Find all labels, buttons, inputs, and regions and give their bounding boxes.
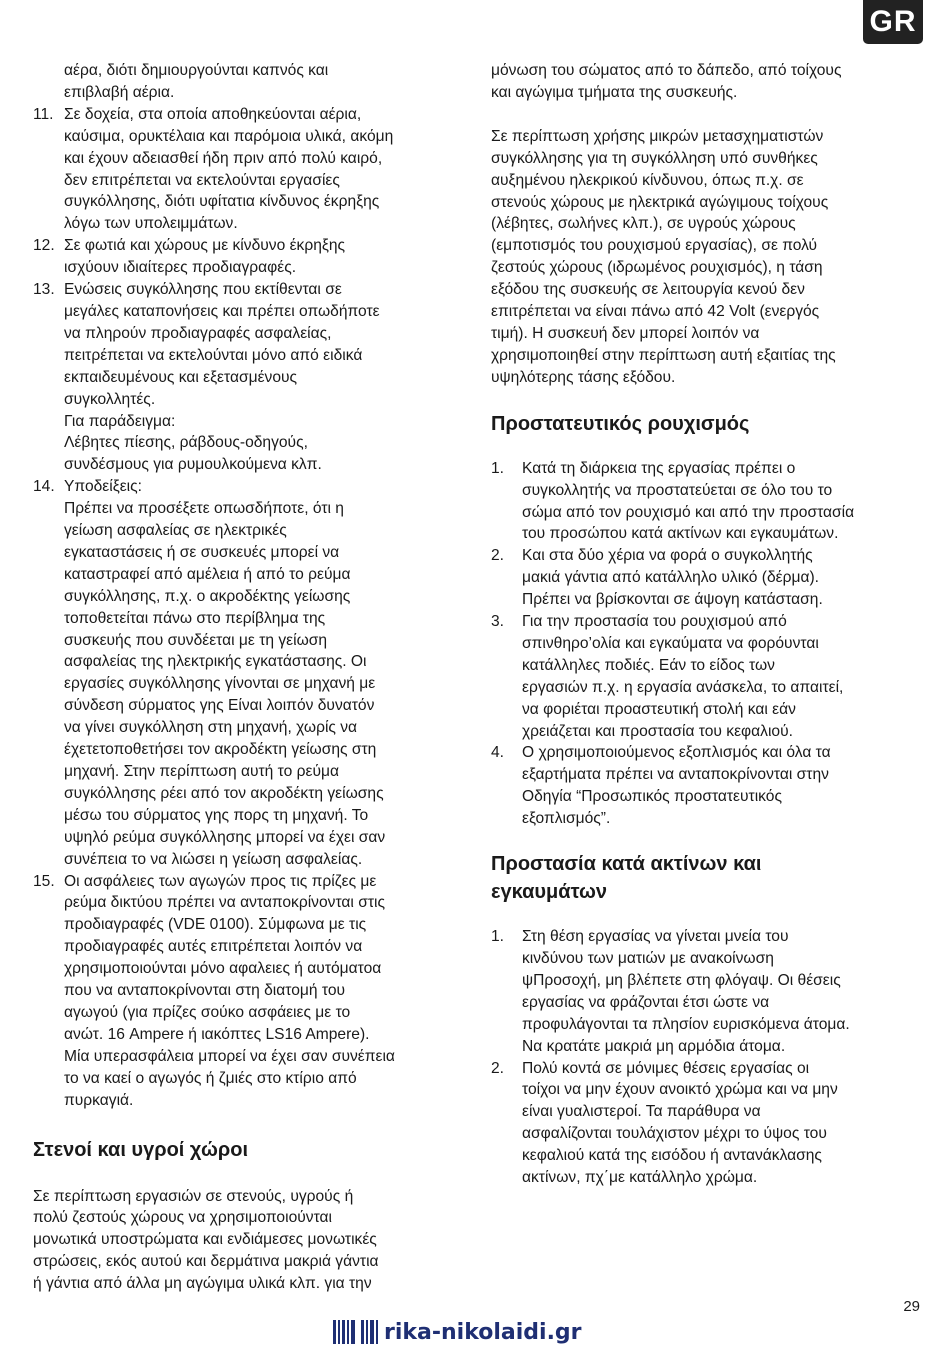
text-line: ανώτ. 16 Ampere ή ιακόπτες LS16 Ampere). xyxy=(64,1025,370,1043)
page-number: 29 xyxy=(903,1298,920,1315)
text-line: εργασιών π.χ. η εργασία ανάσκελα, το απαιτεί, xyxy=(522,678,844,696)
list-number: 1. xyxy=(491,459,505,477)
text-line: εξοπλισμός”. xyxy=(522,810,611,828)
heading-line: Προστασία κατά ακτίνων και xyxy=(491,853,762,876)
text-line: προφυλάγονται τα πλησίον ευρισκόμενα άτομα. xyxy=(522,1015,850,1033)
numbered-list xyxy=(491,926,919,1189)
list-number: 2. xyxy=(491,1059,505,1077)
heading-line: εγκαυμάτων xyxy=(491,881,607,904)
text-line: Για την προστασία του ρουχισμού από xyxy=(522,613,787,631)
text-line: κατάλληλες ποδιές. Εάν το είδος των xyxy=(522,656,775,674)
text-line: έχετετοποθετήσει τον ακροδέκτη γείωσης στη xyxy=(64,741,377,759)
list-item xyxy=(491,611,919,742)
list-item xyxy=(491,458,919,546)
text-line: συγκόλλησης, π.χ. ο ακροδέκτης γείωσης xyxy=(64,587,351,605)
text-line: ασφαλείας της ηλεκτρικής εγκατάστασης. Οι xyxy=(64,653,367,671)
text-line: συνέπεια το να λιώσει η γείωση ασφαλείας. xyxy=(64,850,363,868)
text-line: Πολύ κοντά σε μόνιμες θέσεις εργασίας οι xyxy=(522,1059,810,1077)
list-item xyxy=(491,742,919,830)
text-line: ή γάντια από άλλα μη αγώγιμα υλικά κλπ. για την xyxy=(33,1275,372,1293)
text-line: υψηλότερης τάσης εξόδου. xyxy=(491,368,676,386)
text-line: Και στα δύο χέρια να φορά ο συγκολλητής xyxy=(522,547,813,565)
text-line: ακτίνων, πχ΄με κατάλληλο χρώμα. xyxy=(522,1169,758,1187)
list-item xyxy=(33,279,463,476)
left-column xyxy=(33,60,463,1295)
text-line: συγκολλητές. xyxy=(64,390,156,408)
text-line: πολύ ζεστούς χώρους να χρησιμοποιούνται xyxy=(33,1209,332,1227)
intro-text xyxy=(33,60,463,104)
text-line: να φοριέται προαστευτική στολή και εάν xyxy=(522,700,796,718)
text-line: επιβλαβή αέρια. xyxy=(64,83,175,101)
text-line: σύνδεση σύρματος γης Είναι λοιπόν δυνατόν xyxy=(64,697,375,715)
text-line: κεφαλιού κατά της εισόδου ή αντανάκλασης xyxy=(522,1147,822,1165)
text-line: ρεύμα δικτύου πρέπει να ανταποκρίνονται στις xyxy=(64,894,385,912)
section-heading: Προστατευτικός ρουχισμός xyxy=(491,412,750,435)
list-number: 2. xyxy=(491,547,505,565)
text-line: συγκόλλησης για τη συγκόλληση υπό συνθήκες xyxy=(491,149,818,167)
text-line: Στη θέση εργασίας να γίνεται μνεία του xyxy=(522,928,789,946)
text-line: μακιά γάντια από κατάλληλο υλικό (δέρμα). xyxy=(522,569,819,587)
paragraph xyxy=(491,126,919,389)
text-line: αγωγού (για πρίζες σούκο ασφάειες με το xyxy=(64,1003,351,1021)
text-line: εργασίας να φράζονται έτσι ώστε να xyxy=(522,993,770,1011)
text-line: Οδηγία “Προσωπικός προστατευτικός xyxy=(522,788,782,806)
text-line: εξαρτήματα πρέπει να ανταποκρίνονται στην xyxy=(522,766,829,784)
text-line: σπινθηρο’ολία και εγκαύματα να φορόυνται xyxy=(522,634,819,652)
text-line: ζεστούς χώρους (ιδρωμένος ρουχισμός), η τάση xyxy=(491,259,823,277)
text-line: μηχανή. Στην περίπτωση αυτή το ρεύμα xyxy=(64,763,339,780)
text-line: και αγώγιμα τμήματα της συσκευής. xyxy=(491,83,738,101)
watermark-text: rika-nikolaidi.gr xyxy=(384,1319,582,1345)
text-line: εγκαταστάσεις ή σε συσκευές μπορεί να xyxy=(64,543,340,561)
list-number: 3. xyxy=(491,613,505,631)
text-line: χρησιμοποιούνται μόνο αφαλειες ή αυτόματοα xyxy=(64,960,382,978)
text-line: τιμή). Η συσκευή δεν μπορεί λοιπόν να xyxy=(491,324,760,342)
text-line: δεν επιτρέπεται να εκτελούνται εργασίες xyxy=(64,171,340,189)
text-line: Λέβητες πίεσης, ράβδους-οδηγούς, xyxy=(64,434,308,452)
right-column xyxy=(491,60,919,1189)
text-line: και έχουν αδειασθεί ήδη πριν από πολύ καιρό, xyxy=(64,149,383,167)
text-line: συσκευής που συνδέεται με τη γείωση xyxy=(64,631,328,649)
text-line: επιτρέπεται να είναι πάνω από 42 Volt (ενεργός xyxy=(491,303,820,321)
text-line: το να καεί ο αγωγός ή ζμιές στο κτίριο από xyxy=(64,1069,357,1087)
section-heading: Στενοί και υγροί χώροι xyxy=(33,1138,249,1161)
language-badge: GR xyxy=(863,0,923,44)
list-number: 13. xyxy=(33,281,55,299)
text-line: που να ανταποκρίνονται στη διατομή του xyxy=(64,982,346,1000)
text-line: αέρα, διότι δημιουργούνται καπνός και xyxy=(64,62,329,79)
text-line: αυξημένου ηλεκρικού κίνδυνου, όπως π.χ. σε xyxy=(491,171,804,189)
text-line: ασφαλίζονται τουλάχιστον μέχρι το ύψος του xyxy=(522,1125,827,1143)
text-line: Σε δοχεία, στα οποία αποθηκεύονται αέρια, xyxy=(64,105,362,123)
text-line: Μία υπερασφάλεια μπορεί να έχει σαν συνέπεια xyxy=(64,1047,395,1065)
list-item xyxy=(491,545,919,611)
text-line: μεγάλες καταπονήσεις και πρέπει οπωδήποτε xyxy=(64,302,380,320)
list-item xyxy=(33,871,463,1112)
text-line: υψηλό ρεύμα συγκόλλησης μπορεί να έχει σαν xyxy=(64,828,386,846)
text-line: γείωση ασφαλείας σε ηλεκτρικές xyxy=(64,522,287,540)
text-line: καταστραφεί από αμέλεια ή από το ρεύμα xyxy=(64,565,351,583)
list-item xyxy=(491,926,919,1057)
text-line: ισχύουν ιδιαίτερες προδιαγραφές. xyxy=(64,259,297,277)
watermark-logo xyxy=(333,1318,582,1346)
list-number: 4. xyxy=(491,744,505,762)
text-line: καύσιμα, ορυκτέλαια και παρόμοια υλικά, ακόμη xyxy=(64,127,394,145)
text-line: πυρκαγιά. xyxy=(64,1091,134,1109)
text-line: Σε φωτιά και χώρους με κίνδυνο έκρηξης xyxy=(64,237,346,255)
numbered-list xyxy=(491,458,919,830)
text-line: του προσώπου κατά ακτίνων και εγκαυμάτων. xyxy=(522,525,839,543)
text-line: πειτρέπεται να εκτελούνται μόνο από ειδικά xyxy=(64,346,363,364)
text-line: τοίχοι να μην έχουν ανοικτό χρώμα και να μην xyxy=(522,1081,838,1099)
barcode-icon xyxy=(333,1320,380,1344)
paragraph xyxy=(33,1186,463,1296)
list-number: 1. xyxy=(491,928,505,946)
text-line: συγκολλητής να προστατεύεται σε όλο του το xyxy=(522,481,833,499)
list-number: 14. xyxy=(33,478,55,496)
text-line: Οι ασφάλειες των αγωγών προς τις πρίζες με xyxy=(64,872,377,890)
text-line: Πρέπει να βρίσκονται σε άψογη κατάσταση. xyxy=(522,591,823,609)
text-line: να γίνει συγκόλληση στη μηχανή, χωρίς να xyxy=(64,719,358,737)
text-line: συγκόλλησης, διότι υφίτατια κίνδυνος έκρηξης xyxy=(64,193,380,211)
text-line: Σε περίπτωση χρήσης μικρών μετασχηματιστών xyxy=(491,127,824,145)
text-line: Υποδείξεις: xyxy=(64,478,142,496)
text-line: (λέβητες, σωλήνες κλπ.), σε υγρούς χώρους xyxy=(491,215,796,233)
text-line: στρώσεις, εκός αυτού και δερμάτινα μακριά γάντια xyxy=(33,1253,379,1271)
intro-text xyxy=(491,60,919,104)
text-line: συνδέσμους για ρυμουλκούμενα κλπ. xyxy=(64,456,322,474)
text-line: Πρέπει να προσέξετε οπωσδήποτε, ότι η xyxy=(64,500,344,518)
text-line: προδιαγραφές (VDE 0100). Σύμφωνα με τις xyxy=(64,916,367,934)
text-line: ψΠροσοχή, μη βλέπετε στη φλόγαψ. Οι θέσεις xyxy=(522,971,841,989)
text-line: εκπαιδευμένους και εξετασμένους xyxy=(64,368,298,386)
text-line: Να κρατάτε μακριά μη αρμόδια άτομα. xyxy=(522,1037,786,1055)
text-line: να πληρούν προδιαγραφές ασφαλείας, xyxy=(64,324,332,342)
list-item xyxy=(491,1058,919,1189)
text-line: είναι γυαλιστεροί. Τα παράθυρα να xyxy=(522,1103,761,1121)
text-line: Σε περίπτωση εργασιών σε στενούς, υγρούς ή xyxy=(33,1187,354,1205)
text-line: εξόδου της συσκευής σε λειτουργία κενού δεν xyxy=(491,281,805,299)
text-line: Για παράδειγμα: xyxy=(64,412,176,430)
text-line: Κατά τη διάρκεια της εργασίας πρέπει ο xyxy=(522,459,796,477)
text-line: Ο χρησιμοποιούμενος εξοπλισμός και όλα τα xyxy=(522,744,831,762)
text-line: συγκόλλησης ρέει από τον ακροδέκτη γείωσης xyxy=(64,784,384,802)
list-number: 12. xyxy=(33,237,55,255)
text-line: (εμποτισμός του ρουχισμού εργασίας), σε πολύ xyxy=(491,237,818,255)
list-item xyxy=(33,476,463,870)
text-line: μόνωση του σώματος από το δάπεδο, από τοίχους xyxy=(491,62,842,79)
text-line: σώμα από τον ρουχισμό και από την προστασία xyxy=(522,503,855,521)
list-item xyxy=(33,235,463,279)
section-heading xyxy=(491,850,919,906)
text-line: τοποθετείται πάνω στο περίβλημα της xyxy=(64,609,326,627)
list-number: 11. xyxy=(33,105,54,123)
list-item xyxy=(33,104,463,235)
text-line: λόγω των υπολειμμάτων. xyxy=(64,215,238,233)
list-number: 15. xyxy=(33,872,55,890)
text-line: εργασίες συγκόλλησης γίνονται σε μηχανή με xyxy=(64,675,376,693)
text-line: Ενώσεις συγκόλλησης που εκτίθενται σε xyxy=(64,281,342,299)
numbered-list xyxy=(33,104,463,1112)
text-line: μονωτικά υποστρώματα και ενδιάμεσες μονωτικές xyxy=(33,1231,377,1249)
text-line: στενούς χώρους με ηλεκτρικά αγώγιμους τοίχους xyxy=(491,193,829,211)
text-line: προδιαγραφές αυτές επιτρέπεται λοιπόν να xyxy=(64,938,363,956)
text-line: κινδύνου των ματιών με ανακοίνωση xyxy=(522,950,774,967)
text-line: χρησιμοποιηθεί στην περίπτωση αυτή εξαιτίας της xyxy=(491,346,836,364)
text-line: μέσω του σύρματος γης πορς τη μηχανή. Το xyxy=(64,806,369,824)
text-line: χρειάζεται και προστασία του κεφαλιού. xyxy=(522,722,793,740)
